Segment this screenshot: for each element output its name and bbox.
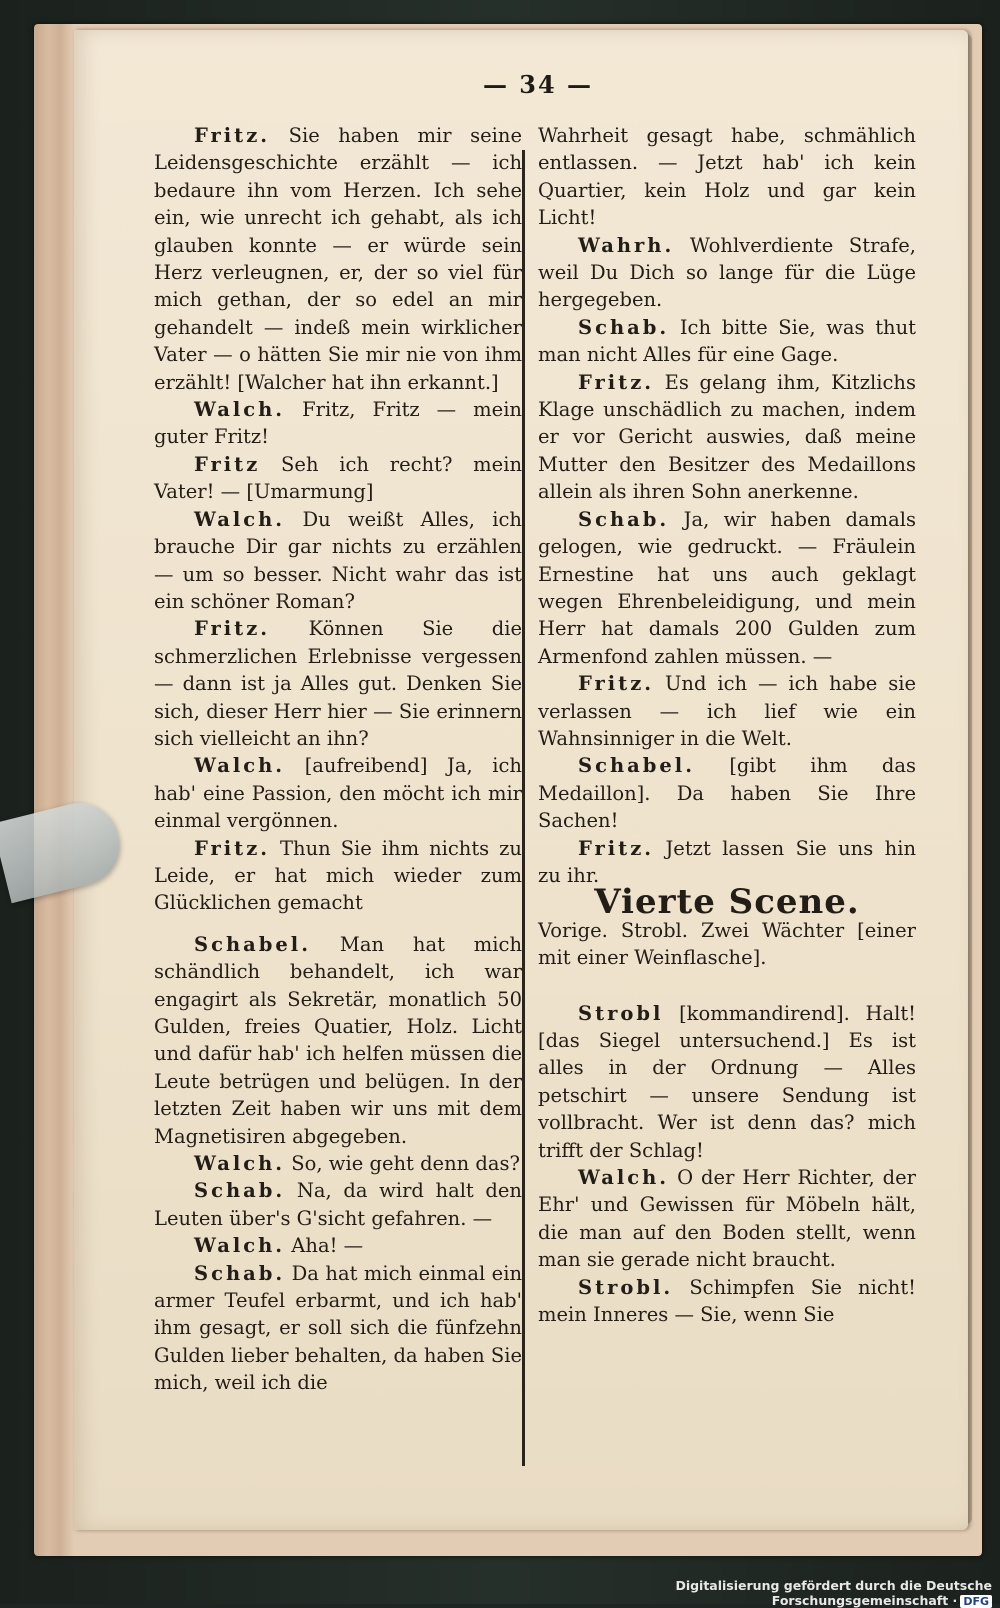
speaker: Schab. xyxy=(578,507,670,531)
dialogue-line xyxy=(538,314,916,369)
dialogue-line xyxy=(538,369,916,506)
speaker: Walch. xyxy=(194,1152,286,1176)
speaker: Schabel. xyxy=(578,754,696,778)
spacer xyxy=(538,972,916,986)
dialogue-text: Schimpfen Sie nicht! mein Inneres — Sie, wenn Sie xyxy=(538,1275,916,1327)
dialogue-line xyxy=(154,1260,522,1397)
dialogue-text: Da hat mich einmal ein armer Teufel erbarmt, und ich hab' ihm gesagt, er soll sich die fünfzehn Gulden lieber behalten, da haben Sie mich, weil ich die xyxy=(154,1261,523,1395)
dialogue-text: Es gelang ihm, Kitzlichs Klage unschädlich zu machen, indem er vor Gericht auswies, daß meine Mutter den Besitzer des Medaillons allein als ihren Sohn anerkenne. xyxy=(538,370,917,504)
dialogue-text: [kommandirend]. Halt! [das Siegel untersuchend.] Es ist alles in der Ordnung — Alles petschirt — unsere Sendung ist vollbracht. Wer ist denn das? mich trifft der Schlag! xyxy=(538,1001,916,1162)
speaker: Strobl. xyxy=(578,1275,674,1299)
column-divider xyxy=(522,150,525,1466)
speaker: Fritz xyxy=(194,452,261,476)
speaker: Schab. xyxy=(194,1179,286,1203)
dialogue-line xyxy=(538,1000,916,1164)
dialogue-text: O der Herr Richter, der Ehr' und Gewissen für Möbeln hält, die man auf den Boden stellt, wenn man sie gerade nicht braucht. xyxy=(538,1166,917,1272)
dialogue-text: Fritz, Fritz — mein guter Fritz! xyxy=(154,398,522,449)
spacer xyxy=(154,917,522,931)
dialogue-text: Seh ich recht? mein Vater! — [Umarmung] xyxy=(154,452,522,504)
speaker: Fritz. xyxy=(578,370,655,394)
dialogue-line xyxy=(154,835,522,917)
dialogue-line xyxy=(538,1274,916,1329)
dialogue-text: Und ich — ich habe sie verlassen — ich lief wie ein Wahnsinniger in die Welt. xyxy=(538,672,916,750)
speaker: Walch. xyxy=(194,754,286,778)
left-column xyxy=(154,122,522,1397)
scene-heading: Vierte Scene. xyxy=(594,882,860,923)
dialogue-text: Jetzt lassen Sie uns hin zu ihr. xyxy=(538,836,917,887)
dialogue-line xyxy=(154,396,522,451)
right-column xyxy=(538,122,916,1328)
dialogue-line xyxy=(538,1164,916,1274)
speaker: Schab. xyxy=(578,315,670,339)
dialogue-text: Können Sie die schmerzlichen Erlebnisse vergessen — dann ist ja Alles gut. Denken Sie sich, dieser Herr hier — Sie erinnern sich vielleicht an ihn? xyxy=(154,617,522,750)
dialogue-line xyxy=(154,451,522,506)
dialogue-line xyxy=(154,122,522,396)
dialogue-text: Ich bitte Sie, was thut man nicht Alles für eine Gage. xyxy=(538,315,917,367)
dialogue-text: [aufreibend] Ja, ich hab' eine Passion, den möcht ich mir einmal vergönnen. xyxy=(154,754,522,833)
speaker: Wahrh. xyxy=(578,233,675,257)
speaker: Walch. xyxy=(194,1234,286,1258)
dfg-logo: DFG xyxy=(960,1595,992,1608)
dialogue-text: [gibt ihm das Medaillon]. Da haben Sie Ihre Sachen! xyxy=(538,754,916,833)
dialogue-line xyxy=(154,506,522,616)
speaker: Fritz. xyxy=(194,836,271,860)
dialogue-line xyxy=(154,615,522,752)
dialogue-line xyxy=(538,835,916,890)
dialogue-continuation: Wahrheit gesagt habe, schmählich entlassen. — Jetzt hab' ich kein Quartier, kein Holz und gar kein Licht! xyxy=(538,124,916,230)
dialogue-text: Wohlverdiente Strafe, weil Du Dich so lange für die Lüge hergegeben. xyxy=(538,233,916,312)
footer-text: Digitalisierung gefördert durch die Deutsche Forschungsgemeinschaft · xyxy=(675,1578,992,1608)
dialogue-line xyxy=(538,670,916,752)
speaker: Fritz. xyxy=(578,672,655,696)
dialogue-text: So, wie geht denn das? xyxy=(291,1152,520,1176)
speaker: Schab. xyxy=(194,1261,286,1285)
speaker: Walch. xyxy=(194,398,286,422)
dialogue-line xyxy=(154,931,522,1150)
speaker: Schabel. xyxy=(194,932,312,956)
dialogue-line xyxy=(154,1232,522,1259)
dialogue-line xyxy=(154,1150,522,1177)
dialogue-text: Du weißt Alles, ich brauche Dir gar nichts zu erzählen — um so besser. Nicht wahr das ist ein schöner Roman? xyxy=(154,507,522,613)
speaker: Walch. xyxy=(578,1166,670,1190)
speaker: Strobl xyxy=(578,1001,664,1025)
dialogue-line xyxy=(538,232,916,314)
dialogue-text: Man hat mich schändlich behandelt, ich war engagirt als Sekretär, monatlich 50 Gulden, freies Quatier, Holz. Licht und dafür hab' ich helfen müssen die Leute betrügen und belügen. In der letzten Zeit haben wir uns mit dem Magnetisiren abgegeben. xyxy=(154,932,523,1148)
dialogue-text: Ja, wir haben damals gelogen, wie gedruckt. — Fräulein Ernestine hat uns auch geklagt wegen Ehrenbeleidigung, und mein Herr hat damals 200 Gulden zum Armenfond zahlen müssen. — xyxy=(538,507,916,668)
speaker: Fritz. xyxy=(578,836,655,860)
dialogue-text: Na, da wird halt den Leuten über's G'sicht gefahren. — xyxy=(154,1179,522,1230)
speaker: Fritz. xyxy=(194,617,271,641)
dialogue-text: Sie haben mir seine Leidensgeschichte erzählt — ich bedaure ihn vom Herzen. Ich sehe ein, wie unrecht ich gehabt, als ich glauben konnte — er würde sein Herz verleugnen, er, der so viel für mich gethan, der so edel an mir gehandelt — indeß mein wirklicher Vater — o hätten Sie mir nie von ihm erzählt! [Walcher hat ihn erkannt.] xyxy=(154,124,522,394)
dialogue-line xyxy=(154,752,522,834)
dialogue-text: Thun Sie ihm nichts zu Leide, er hat mich wieder zum Glücklichen gemacht xyxy=(154,836,522,915)
dialogue-line xyxy=(538,506,916,670)
page-number: — 34 — xyxy=(482,70,594,99)
stage-direction: Vorige. Strobl. Zwei Wächter [einer mit einer Weinflasche]. xyxy=(538,918,916,970)
speaker: Fritz. xyxy=(194,124,271,147)
dialogue-line xyxy=(154,1177,522,1232)
dialogue-line xyxy=(538,752,916,834)
dialogue-text: Aha! — xyxy=(291,1234,364,1258)
spacer xyxy=(538,986,916,1000)
speaker: Walch. xyxy=(194,507,286,531)
